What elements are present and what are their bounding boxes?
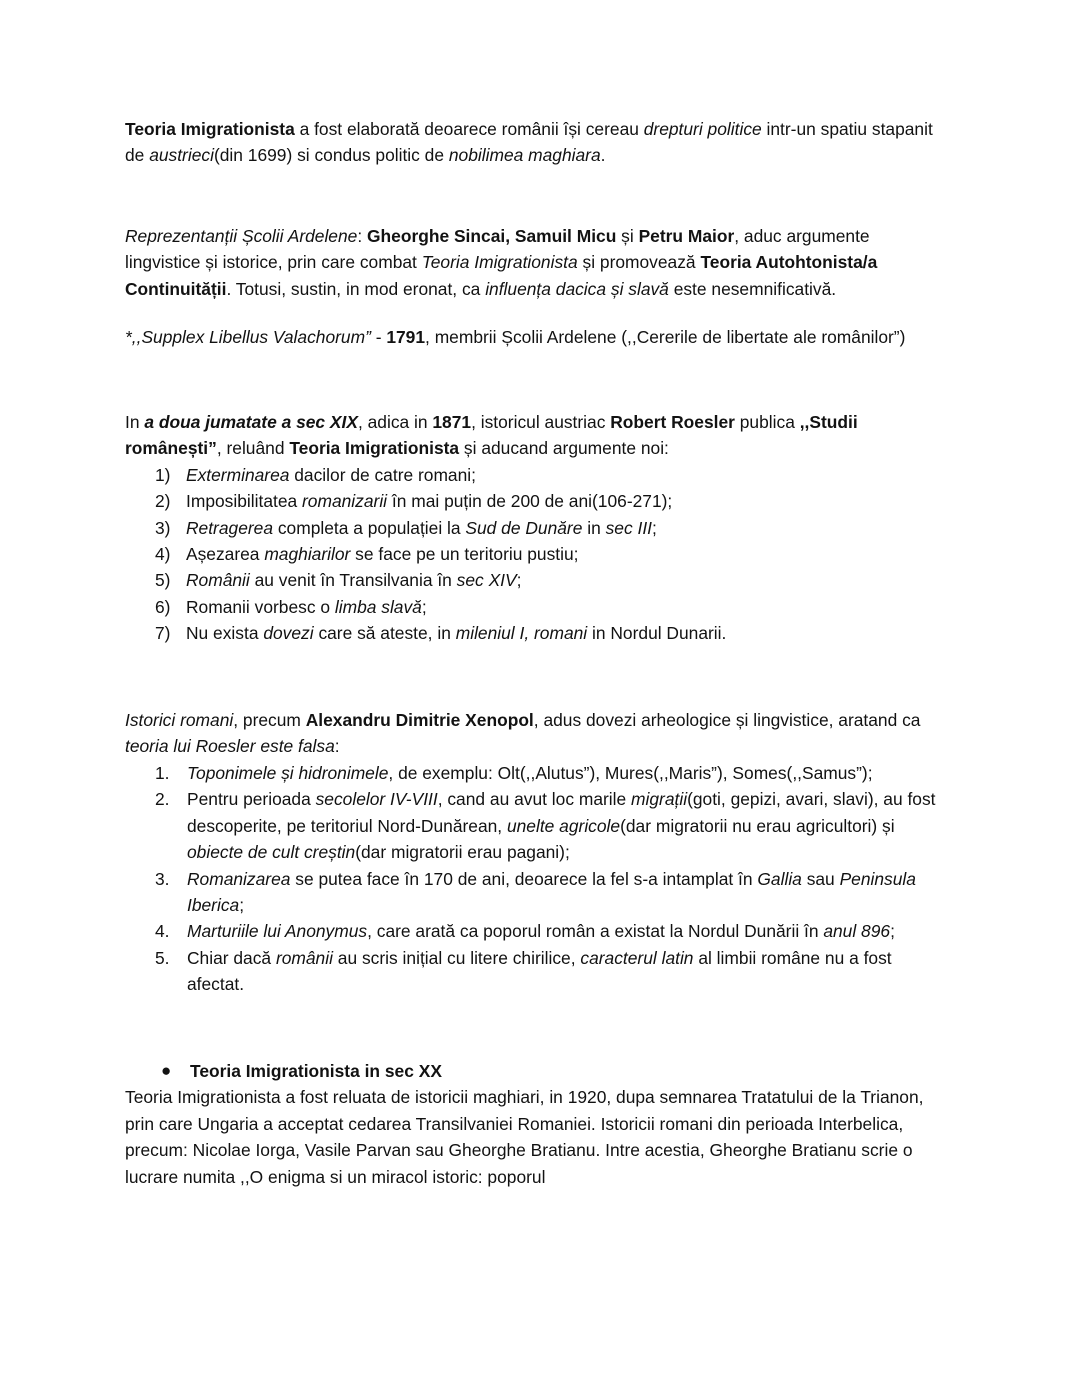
text-run: , membrii Școlii Ardelene (,,Cererile de libertate ale românilor”) <box>425 327 906 348</box>
text-run: este nesemnificativă. <box>668 278 837 299</box>
text-run: ; <box>652 517 657 538</box>
text-run: Așezarea <box>186 543 265 564</box>
paragraph-robert-roesler <box>125 409 945 462</box>
text-run-italic: ,,Supplex Libellus Valachorum” <box>131 327 371 348</box>
text-run: , cand au avut loc marile <box>437 789 632 810</box>
text-run: - <box>370 327 387 348</box>
text-run-italic: mileniul I, romani <box>455 623 588 644</box>
list-marker: 6) <box>155 596 171 617</box>
spacer <box>125 169 945 223</box>
text-run-italic: Toponimele și hidronimele <box>187 762 389 783</box>
text-run: (dar migratorii erau pagani); <box>355 842 570 863</box>
text-run: intr-un spatiu stapanit de <box>125 119 933 166</box>
text-run: se putea face în 170 de ani, deoarece la fel s-a intamplat în <box>290 868 758 889</box>
text-run: . Totusi, sustin, in mod eronat, ca <box>226 278 486 299</box>
text-run: publica <box>734 411 800 432</box>
text-run: se face pe un teritoriu pustiu; <box>350 543 579 564</box>
text-run-bold: Teoria Autohtonista/a Continuității <box>125 252 878 299</box>
text-run-italic: Peninsula Iberica <box>187 868 916 915</box>
text-run: completa a populației la <box>273 517 466 538</box>
text-run: ; <box>516 570 522 591</box>
text-run: Romanii vorbesc o <box>186 596 335 617</box>
text-run: ; <box>890 921 895 942</box>
list-marker: 4) <box>155 543 171 564</box>
paragraph-sec-xx-body <box>125 1084 945 1190</box>
list-item <box>125 866 945 919</box>
spacer <box>125 647 945 707</box>
paragraph-supplex-libellus <box>125 324 945 350</box>
text-run-italic: unelte agricole <box>506 815 621 836</box>
text-run: care să ateste, in <box>313 623 456 644</box>
text-run-bold: Robert Roesler <box>610 411 735 432</box>
text-run: In <box>125 411 145 432</box>
text-run-italic: românii <box>275 947 333 968</box>
list-marker: 5) <box>155 570 171 591</box>
text-run: au venit în Transilvania în <box>249 570 457 591</box>
text-run: ; <box>421 596 427 617</box>
list-item <box>125 515 945 541</box>
list-item <box>125 541 945 567</box>
text-run-italic: secolelor IV-VIII <box>315 789 438 810</box>
text-run-italic: dovezi <box>263 623 314 644</box>
text-run: , aduc argumente lingvistice și istorice, prin care combat <box>125 225 870 273</box>
text-run-italic: Exterminarea <box>186 464 290 485</box>
text-run-italic: romanizarii <box>302 491 388 512</box>
text-run-italic: Sud de Dunăre <box>465 517 583 538</box>
paragraph-istorici-romani-xenopol <box>125 707 945 760</box>
bullet-icon: ● <box>161 1060 172 1080</box>
text-run: , istoricul austriac <box>471 411 611 432</box>
text-run-bold: Petru Maior <box>638 225 735 246</box>
text-run: in <box>582 517 606 538</box>
spacer <box>125 302 945 324</box>
text-run: (goti, gepizi, avari, slavi), au fost descoperite, pe teritoriul Nord-Dunărean, <box>187 789 936 836</box>
text-run-italic: * <box>125 327 132 348</box>
heading-sec-xx-label: Teoria Imigrationista in sec XX <box>190 1060 442 1081</box>
paragraph-teoria-imigrationista-intro <box>125 116 945 169</box>
list-marker: 7) <box>155 623 171 644</box>
text-run: Chiar dacă <box>187 947 276 968</box>
text-run-bold: Teoria Imigrationista <box>289 438 460 459</box>
list-item <box>125 620 945 646</box>
text-run: , adica in <box>357 411 433 432</box>
text-run-italic: austrieci <box>149 145 214 166</box>
list-item-heading-sec-xx <box>125 1058 945 1084</box>
list-item <box>125 462 945 488</box>
text-run: Teoria Imigrationista a fost reluata de istoricii maghiari, in 1920, dupa semnarea Tratatului de la Trianon, prin care Ungaria a acceptat cedarea Transilvaniei Romaniei. Istoricii romani din perioada Interbelica, precum: Nicolae Iorga, Vasile Parvan sau Gheorghe Bratianu. Intre acestia, Gheorghe Bratianu scrie o lucrare numita ,,O enigma si un miracol istoric: poporul <box>125 1087 924 1187</box>
text-run-italic: maghiarilor <box>264 543 351 564</box>
text-run-italic: limba slavă <box>334 596 422 617</box>
text-run-bold: ,,Studii românești” <box>125 411 858 459</box>
list-item <box>125 945 945 998</box>
text-run-italic: Românii <box>186 570 250 591</box>
text-run-italic: anul 896 <box>823 921 891 942</box>
text-run: ; <box>239 894 245 915</box>
text-run-italic: migrații <box>631 789 688 810</box>
text-run-italic: teoria lui Roesler este falsa <box>125 736 335 757</box>
text-run: . <box>600 145 606 166</box>
text-run: : <box>334 736 340 757</box>
text-run: : <box>357 225 367 246</box>
list-marker: 3. <box>155 868 170 889</box>
text-run-bold: 1871 <box>432 411 472 432</box>
text-run-italic: Retragerea <box>186 517 274 538</box>
text-run: Pentru perioada <box>187 789 316 810</box>
list-item <box>125 567 945 593</box>
list-marker: 2. <box>155 789 170 810</box>
document-body <box>125 116 945 1190</box>
list-marker: 4. <box>155 921 170 942</box>
text-run-italic: Marturiile lui Anonymus <box>187 921 368 942</box>
text-run: în mai puțin de 200 de ani(106-271); <box>387 491 673 512</box>
list-roesler-arguments <box>125 462 945 647</box>
text-run: a fost elaborată deoarece românii își cereau <box>294 119 644 139</box>
list-item <box>125 786 945 865</box>
text-run-italic: sec III <box>605 517 652 538</box>
text-run-bold: Teoria Imigrationista <box>125 119 295 139</box>
spacer <box>125 998 945 1058</box>
text-run-italic: influența dacica și slavă <box>485 278 669 299</box>
list-marker: 1. <box>155 762 170 783</box>
text-run-italic: nobilimea maghiara <box>448 145 601 166</box>
text-run: , precum <box>233 709 306 730</box>
text-run-italic: drepturi politice <box>643 119 762 139</box>
text-run: și promovează <box>577 252 701 273</box>
text-run: , adus dovezi arheologice și lingvistice, aratand ca <box>533 709 921 730</box>
text-run-italic: sec XIV <box>456 570 517 591</box>
text-run: și aducand argumente noi: <box>459 438 669 459</box>
text-run: , care arată ca poporul român a existat la Nordul Dunării în <box>367 921 824 942</box>
text-run: dacilor de catre romani; <box>289 464 476 485</box>
text-run-italic: Istorici romani <box>125 709 234 730</box>
text-run-italic: Teoria Imigrationista <box>421 252 578 273</box>
list-xenopol-arguments <box>125 760 945 998</box>
text-run: Nu exista <box>186 623 264 644</box>
text-run-bold: Gheorghe Sincai, Samuil Micu <box>367 225 617 246</box>
text-run-bold-italic: a doua jumatate a sec XIX <box>144 411 358 432</box>
list-marker: 3) <box>155 517 171 538</box>
text-run: au scris inițial cu litere chirilice, <box>332 947 581 968</box>
paragraph-scoala-ardeleana <box>125 223 945 302</box>
text-run-italic: caracterul latin <box>580 947 694 968</box>
text-run: , reluând <box>216 438 290 459</box>
text-run-italic: Romanizarea <box>187 868 291 889</box>
list-marker: 5. <box>155 947 170 968</box>
list-item <box>125 760 945 786</box>
text-run: și <box>616 225 639 246</box>
list-item <box>125 594 945 620</box>
text-run: in Nordul Dunarii. <box>587 623 727 644</box>
text-run-bold: 1791 <box>386 327 426 348</box>
text-run-italic: obiecte de cult creștin <box>187 842 356 863</box>
text-run: (din 1699) si condus politic de <box>213 145 449 166</box>
list-marker: 2) <box>155 491 171 512</box>
text-run-italic: Gallia <box>757 868 802 889</box>
list-marker: 1) <box>155 464 171 485</box>
list-item <box>125 488 945 514</box>
list-sec-xx-heading <box>125 1058 945 1084</box>
text-run: (dar migratorii nu erau agricultori) și <box>620 815 895 836</box>
text-run: Imposibilitatea <box>186 491 302 512</box>
text-run: sau <box>801 868 840 889</box>
text-run: , de exemplu: Olt(,,Alutus”), Mures(,,Maris”), Somes(,,Samus”); <box>388 762 873 783</box>
text-run-bold: Alexandru Dimitrie Xenopol <box>305 709 534 730</box>
text-run-italic: Reprezentanții Școlii Ardelene <box>125 225 358 246</box>
text-run: al limbii române nu a fost afectat. <box>187 947 892 995</box>
spacer <box>125 351 945 409</box>
list-item <box>125 918 945 944</box>
